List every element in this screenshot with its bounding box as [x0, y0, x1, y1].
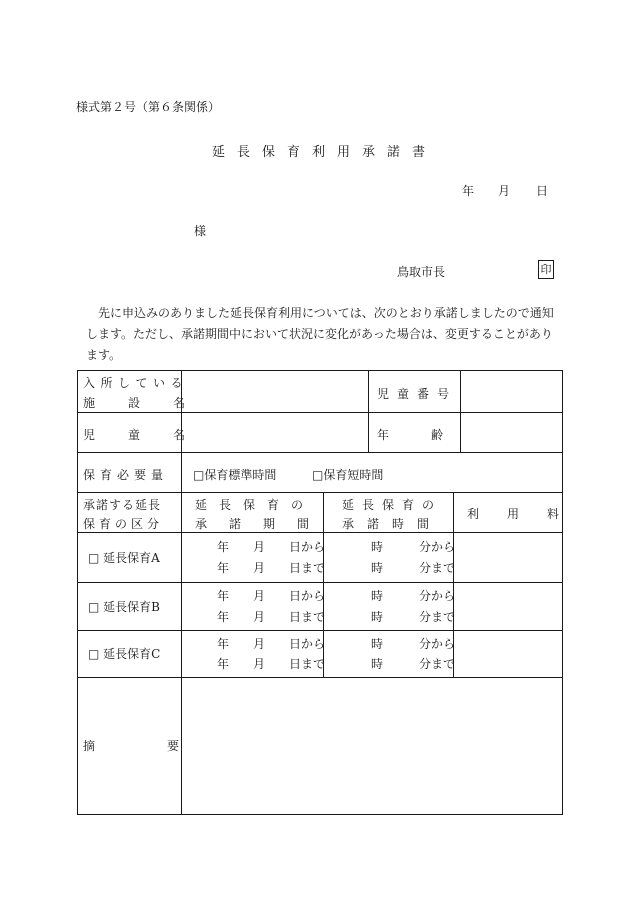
row-a-date-to: 年 月 日まで — [217, 561, 326, 575]
row-c-time-to: 時 分まで — [371, 657, 456, 671]
notice-body — [88, 303, 562, 366]
table-row-line — [77, 582, 563, 583]
seal-box: 印 — [538, 260, 554, 279]
table-col-line — [368, 370, 369, 452]
table-border-top — [77, 370, 563, 371]
date-year-label: 年 — [462, 184, 475, 198]
remarks-label: 摘要 — [83, 739, 252, 753]
notice-line-1: 先に申込みのありました延長保育利用については、次のとおり承諾しましたので通知 — [98, 306, 554, 320]
remarks-field[interactable] — [183, 679, 561, 813]
form-number: 様式第２号（第６条関係） — [76, 100, 221, 114]
table-row-line — [77, 677, 563, 678]
table-row-line — [77, 452, 563, 453]
category-label-line1: 承諾する延長 — [83, 498, 162, 512]
document-title — [212, 141, 437, 160]
time-label-line2: 承諾時間 — [342, 517, 443, 531]
fee-label: 利用料 — [467, 507, 588, 521]
row-b-date-to: 年 月 日まで — [217, 610, 326, 624]
issuer-name: 鳥取市長 — [397, 265, 446, 279]
date-month-label: 月 — [498, 184, 511, 198]
row-a-time-to: 時 分まで — [371, 561, 456, 575]
child-number-label: 児童番号 — [377, 387, 458, 401]
approval-table — [77, 370, 588, 815]
extended-care-b-checkbox[interactable]: □ 延長保育B — [88, 600, 160, 614]
period-label-line2: 承諾期間 — [195, 517, 332, 531]
row-a-time-from: 時 分から — [371, 540, 456, 554]
table-row-line — [77, 630, 563, 631]
addressee-suffix: 様 — [194, 224, 207, 238]
row-c-date-to: 年 月 日まで — [217, 657, 326, 671]
care-short-checkbox[interactable]: □保育短時間 — [312, 468, 384, 482]
extended-care-a-checkbox[interactable]: □ 延長保育A — [88, 551, 160, 565]
row-b-time-from: 時 分から — [371, 589, 456, 603]
care-need-label: 保育必要量 — [83, 468, 169, 482]
child-name-label: 児童名 — [83, 428, 219, 442]
table-row-line — [77, 412, 563, 413]
notice-line-3: ます。 — [86, 348, 122, 362]
period-label-line1: 延長保育の — [195, 498, 316, 512]
category-label-line2: 保育の区分 — [83, 517, 164, 531]
document-title-text: 延長保育利用承諾書 — [212, 145, 438, 160]
row-c-date-from: 年 月 日から — [217, 637, 326, 651]
age-label: 年齢 — [377, 428, 486, 442]
time-label-line1: 延長保育の — [342, 498, 443, 512]
table-row-line — [77, 532, 563, 533]
extended-care-c-checkbox[interactable]: □ 延長保育C — [88, 647, 161, 661]
row-b-time-to: 時 分まで — [371, 610, 456, 624]
row-a-date-from: 年 月 日から — [217, 540, 326, 554]
notice-line-2: します。ただし、承諾期間中において状況に変化があった場合は、変更することがあり — [86, 327, 553, 341]
table-border-bottom — [77, 814, 563, 815]
facility-label-line2 — [83, 394, 219, 411]
table-row-line — [77, 492, 563, 493]
date-day-label: 日 — [536, 184, 549, 198]
table-border-right — [562, 370, 563, 815]
care-standard-checkbox[interactable]: □保育標準時間 — [193, 468, 277, 482]
facility-label-line1: 入所している — [83, 376, 189, 390]
row-b-date-from: 年 月 日から — [217, 589, 326, 603]
table-border-left — [77, 370, 78, 815]
facility-label-text: 施設名 — [83, 396, 219, 410]
row-c-time-from: 時 分から — [371, 637, 456, 651]
